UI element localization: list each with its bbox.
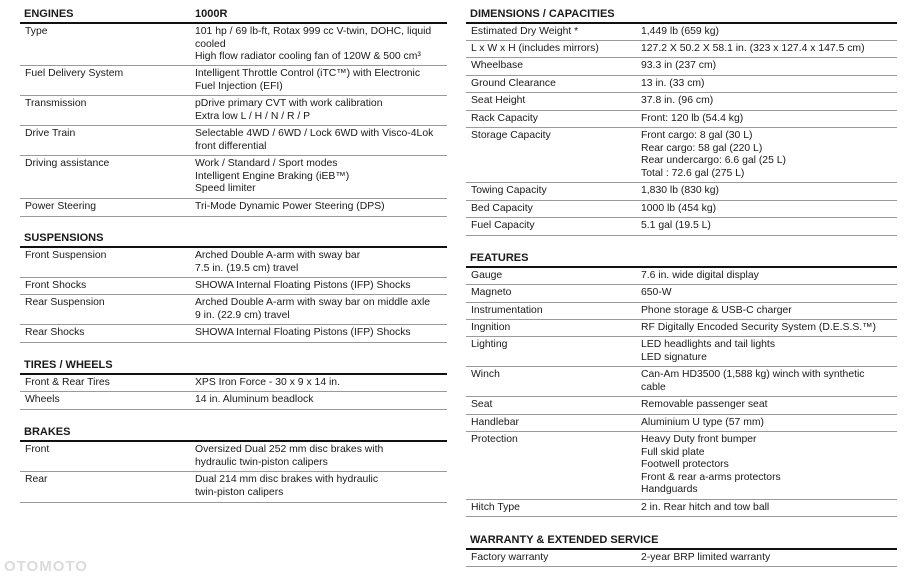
spec-row: [466, 303, 897, 320]
spec-value: [641, 60, 716, 73]
spec-value-line: cooled: [195, 38, 226, 50]
spec-value-line: Intelligent Engine Braking (iEB™): [195, 170, 350, 182]
spec-value-line: cable: [641, 381, 666, 393]
spec-label: Protection: [471, 434, 518, 445]
spec-value: [641, 130, 786, 180]
spec-value-line: 5.1 gal (19.5 L): [641, 220, 711, 231]
spec-value: [641, 95, 713, 108]
spec-value-line: 7.5 in. (19.5 cm) travel: [195, 262, 299, 274]
spec-value: [641, 552, 770, 565]
spec-value-line: Arched Double A-arm with sway bar: [195, 250, 361, 261]
tires-header: TIRES / WHEELS: [20, 359, 447, 375]
spec-value-line: Front: 120 lb (54.4 kg): [641, 113, 744, 124]
spec-row: [466, 111, 897, 128]
spec-value: [641, 203, 716, 216]
spec-label: Storage Capacity: [471, 130, 551, 141]
spec-value: [195, 444, 383, 469]
spec-label: Front: [25, 444, 50, 455]
spec-value-line: XPS Iron Force - 30 x 9 x 14 in.: [195, 377, 340, 388]
spec-label: Wheels: [25, 394, 60, 405]
spec-row: [20, 325, 447, 343]
spec-value-line: pDrive primary CVT with work calibration: [195, 98, 383, 109]
spec-row: [20, 126, 447, 156]
spec-label: Front Shocks: [25, 280, 87, 291]
spec-value-line: Dual 214 mm disc brakes with hydraulic: [195, 474, 379, 485]
spec-value: [195, 68, 420, 93]
spec-value-line: Fuel Injection (EFI): [195, 80, 283, 92]
spec-label: Driving assistance: [25, 158, 110, 169]
spec-value: [195, 250, 360, 275]
spec-value: [641, 322, 876, 335]
spec-label: Seat Height: [471, 95, 526, 106]
spec-value-line: 650-W: [641, 287, 672, 298]
spec-value-line: Extra low L / H / N / R / P: [195, 110, 311, 122]
spec-value-line: 7.6 in. wide digital display: [641, 270, 759, 281]
spec-value-line: Speed limiter: [195, 183, 256, 194]
spec-row: [20, 66, 447, 96]
spec-value-line: Selectable 4WD / 6WD / Lock 6WD with Visco-4Lok: [195, 128, 434, 139]
spec-value: [195, 474, 378, 499]
spec-row: [20, 156, 447, 199]
spec-value-line: Arched Double A-arm with sway bar on middle axle: [195, 297, 431, 308]
spec-row: [20, 96, 447, 126]
spec-row: [20, 472, 447, 503]
spec-value-line: LED headlights and tail lights: [641, 339, 776, 350]
spec-row: [466, 76, 897, 93]
spec-value-line: RF Digitally Encoded Security System (D.E.S.S.™): [641, 322, 877, 333]
spec-value-line: Intelligent Throttle Control (iTC™) with Electronic: [195, 68, 421, 79]
spec-value-line: 101 hp / 69 lb-ft, Rotax 999 cc V-twin, DOHC, liquid: [195, 26, 432, 37]
spec-value: [195, 327, 411, 340]
spec-value-line: Tri-Mode Dynamic Power Steering (DPS): [195, 201, 385, 212]
spec-label: Fuel Capacity: [471, 220, 535, 231]
spec-value-line: 93.3 in (237 cm): [641, 60, 717, 71]
spec-label: Factory warranty: [471, 552, 549, 563]
spec-value-line: Removable passenger seat: [641, 399, 768, 410]
spec-value-line: front differential: [195, 140, 267, 152]
spec-row: [466, 500, 897, 517]
watermark: OTOMOTO: [4, 558, 88, 575]
features-header: FEATURES: [466, 252, 897, 268]
spec-value-line: 9 in. (22.9 cm) travel: [195, 309, 290, 321]
spec-value-line: 2 in. Rear hitch and tow ball: [641, 502, 770, 513]
spec-value: [195, 280, 411, 293]
spec-label: Ingnition: [471, 322, 511, 333]
suspensions-header: SUSPENSIONS: [20, 232, 447, 248]
spec-value: [195, 201, 385, 214]
spec-label: Estimated Dry Weight *: [471, 26, 579, 37]
spec-value: [641, 339, 775, 364]
spec-label: Drive Train: [25, 128, 76, 139]
spec-row: [466, 320, 897, 337]
spec-value: [195, 98, 382, 123]
spec-value: [641, 287, 672, 300]
spec-value-line: 1,449 lb (659 kg): [641, 26, 719, 37]
spec-row: [20, 295, 447, 325]
spec-value: [641, 399, 768, 412]
spec-value-line: 2-year BRP limited warranty: [641, 552, 771, 563]
spec-row: [466, 93, 897, 111]
spec-value: [641, 185, 719, 198]
spec-label: L x W x H (includes mirrors): [471, 43, 599, 54]
spec-row: [466, 201, 897, 218]
spec-value-line: Work / Standard / Sport modes: [195, 158, 338, 169]
model-header: 1000R: [195, 8, 228, 20]
spec-label: Handlebar: [471, 417, 519, 428]
spec-value: [641, 417, 764, 430]
spec-row: [466, 268, 897, 285]
spec-label: Winch: [471, 369, 500, 380]
spec-value: [195, 158, 349, 196]
spec-label: Power Steering: [25, 201, 97, 212]
spec-value-line: 1,830 lb (830 kg): [641, 185, 719, 196]
engines-header: ENGINES 1000R: [20, 8, 447, 24]
spec-value-line: Oversized Dual 252 mm disc brakes with: [195, 444, 384, 455]
spec-row: [466, 128, 897, 183]
spec-label: Transmission: [25, 98, 87, 109]
spec-row: [20, 278, 447, 295]
spec-row: [466, 397, 897, 415]
spec-value: [641, 434, 781, 497]
spec-row: [466, 285, 897, 303]
spec-value: [195, 394, 313, 407]
spec-value: [641, 113, 743, 126]
spec-value: [641, 43, 865, 56]
spec-row: [466, 183, 897, 201]
spec-value-line: Rear undercargo: 6.6 gal (25 L): [641, 155, 786, 166]
spec-value-line: Full skid plate: [641, 446, 705, 458]
spec-value-line: 14 in. Aluminum beadlock: [195, 394, 314, 405]
spec-row: [466, 24, 897, 41]
spec-label: Wheelbase: [471, 60, 523, 71]
spec-value: [641, 270, 759, 283]
spec-label: Hitch Type: [471, 502, 520, 513]
spec-row: [466, 432, 897, 500]
spec-label: Bed Capacity: [471, 203, 533, 214]
spec-value-line: Can-Am HD3500 (1,588 kg) winch with synthetic: [641, 369, 865, 380]
spec-value-line: Rear cargo: 58 gal (220 L): [641, 142, 763, 154]
spec-value-line: 13 in. (33 cm): [641, 78, 705, 89]
dimensions-header: DIMENSIONS / CAPACITIES: [466, 8, 897, 24]
spec-row: [20, 248, 447, 278]
spec-row: [466, 58, 897, 76]
spec-value: [195, 377, 340, 390]
spec-value-line: Total : 72.6 gal (275 L): [641, 167, 745, 179]
spec-label: Instrumentation: [471, 305, 543, 316]
spec-label: Towing Capacity: [471, 185, 547, 196]
spec-value-line: Phone storage & USB-C charger: [641, 305, 792, 316]
spec-value: [195, 297, 430, 322]
spec-label: Ground Clearance: [471, 78, 556, 89]
spec-label: Lighting: [471, 339, 508, 350]
spec-value-line: Front cargo: 8 gal (30 L): [641, 130, 753, 141]
spec-value-line: 1000 lb (454 kg): [641, 203, 717, 214]
spec-row: [20, 392, 447, 410]
spec-value-line: Handguards: [641, 484, 698, 495]
spec-label: Rear Shocks: [25, 327, 85, 338]
spec-value: [641, 369, 865, 394]
spec-label: Rack Capacity: [471, 113, 538, 124]
spec-value: [641, 220, 711, 233]
spec-value: [641, 502, 769, 515]
spec-value-line: SHOWA Internal Floating Pistons (IFP) Shocks: [195, 327, 411, 338]
spec-value-line: Footwell protectors: [641, 459, 729, 470]
spec-label: Front & Rear Tires: [25, 377, 110, 388]
spec-value-line: LED signature: [641, 351, 707, 363]
spec-value-line: High flow radiator cooling fan of 120W & 500 cm³: [195, 51, 421, 62]
spec-label: Rear Suspension: [25, 297, 105, 308]
spec-row: [466, 367, 897, 397]
spec-value-line: Aluminium U type (57 mm): [641, 417, 764, 428]
spec-value-line: Front & rear a-arms protectors: [641, 471, 781, 483]
spec-value: [641, 78, 705, 91]
spec-row: [20, 375, 447, 392]
spec-row: [466, 337, 897, 367]
brakes-header: BRAKES: [20, 426, 447, 442]
spec-label: Seat: [471, 399, 493, 410]
spec-value-line: 37.8 in. (96 cm): [641, 95, 714, 106]
spec-label: Fuel Delivery System: [25, 68, 124, 79]
spec-label: Rear: [25, 474, 48, 485]
spec-value-line: 127.2 X 50.2 X 58.1 in. (323 x 127.4 x 147.5 cm): [641, 43, 865, 54]
spec-row: [466, 218, 897, 236]
warranty-header: WARRANTY & EXTENDED SERVICE: [466, 534, 897, 550]
spec-label: Front Suspension: [25, 250, 107, 261]
spec-value: [195, 26, 431, 64]
spec-value: [641, 305, 792, 318]
spec-row: [20, 199, 447, 217]
spec-label: Magneto: [471, 287, 512, 298]
spec-value: [641, 26, 719, 39]
spec-row: [20, 442, 447, 472]
spec-value-line: Heavy Duty front bumper: [641, 434, 757, 445]
spec-label: Gauge: [471, 270, 503, 281]
spec-row: [20, 24, 447, 66]
spec-label: Type: [25, 26, 48, 37]
spec-value-line: twin-piston calipers: [195, 486, 284, 498]
spec-row: [466, 41, 897, 58]
spec-value-line: SHOWA Internal Floating Pistons (IFP) Shocks: [195, 280, 411, 291]
spec-value: [195, 128, 433, 153]
spec-row: [466, 415, 897, 432]
spec-row: [466, 550, 897, 567]
spec-value-line: hydraulic twin-piston calipers: [195, 456, 328, 468]
